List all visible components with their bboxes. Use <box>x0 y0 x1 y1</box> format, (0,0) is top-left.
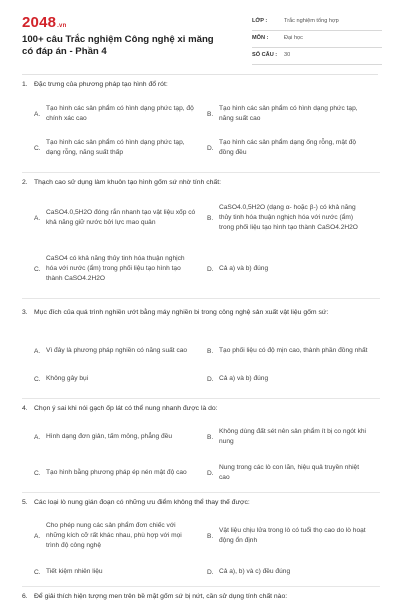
answer-option[interactable] <box>207 372 380 386</box>
meta-value: 30 <box>284 52 291 58</box>
answer-text: Không dùng đất sét nên sản phẩm ít bị co ngót khi nung <box>219 427 366 445</box>
question-separator <box>22 586 380 587</box>
answer-text: Không gây bụi <box>46 374 89 382</box>
answer-option[interactable] <box>207 192 380 244</box>
question-number: 3. <box>22 309 28 316</box>
answer-letter: C. <box>34 265 41 273</box>
answer-letter: B. <box>207 433 214 441</box>
question-1 <box>22 80 374 90</box>
document-header <box>0 0 400 74</box>
answer-text: Tạo hình các sản phẩm có hình dạng phức tạp, độ chính xác cao <box>46 104 194 122</box>
question-4 <box>22 404 374 414</box>
question-separator <box>22 298 380 299</box>
answer-option[interactable] <box>34 336 207 366</box>
answer-text: CaSO4 có khả năng thủy tinh hóa thuận nghịch hóa với nước (ẩm) trong phối liệu tạo hình tạo thành CaSO4.2H2O <box>46 254 185 283</box>
question-number: 6. <box>22 593 28 600</box>
answer-option[interactable] <box>34 458 207 488</box>
answer-text: CaSO4.0,5H2O đóng rắn nhanh tạo vật liệu xốp có khả năng giữ nước bởi lực mao quản <box>46 208 196 226</box>
document-meta <box>252 14 382 65</box>
meta-row-count <box>252 48 382 65</box>
answer-text: Cả a) và b) đúng <box>219 264 269 272</box>
meta-label: MÔN : <box>252 35 269 41</box>
answer-text: Cả a) và b) đúng <box>219 374 269 382</box>
answer-text: Tạo hình bằng phương pháp ép nén mật độ cao <box>46 468 187 476</box>
answer-letter: D. <box>207 144 214 152</box>
question-number: 5. <box>22 499 28 506</box>
answer-letter: D. <box>207 568 214 576</box>
header-divider <box>22 74 378 75</box>
answer-option[interactable] <box>34 248 207 290</box>
answer-option[interactable] <box>34 422 207 452</box>
answer-option[interactable] <box>207 132 380 164</box>
site-logo[interactable] <box>22 14 66 31</box>
question-number: 2. <box>22 179 28 186</box>
question-text <box>22 80 374 90</box>
answer-text: Hình dạng đơn giản, tấm mỏng, phẳng đều <box>46 432 173 440</box>
answer-grid <box>34 192 380 290</box>
question-separator <box>22 172 380 173</box>
question-5 <box>22 498 374 508</box>
answer-text: CaSO4.0,5H2O (dạng α- hoặc β-) có khả năng thủy tinh hóa thuận nghịch hóa với nước (ẩm) trong phối liệu tạo hình tạo thành CaSO4.2H2O <box>219 203 358 232</box>
answer-letter: D. <box>207 375 214 383</box>
question-2 <box>22 178 374 188</box>
answer-grid <box>34 422 380 488</box>
answer-option[interactable] <box>207 422 380 452</box>
meta-value: Trắc nghiệm tổng hợp <box>284 18 339 24</box>
answer-text: Cho phép nung các sản phẩm đơn chiếc với những kích cỡ rất khác nhau, phù hợp với mọi trình độ công nghệ <box>46 521 182 550</box>
meta-label: LỚP : <box>252 18 268 24</box>
question-text <box>22 178 374 188</box>
question-text <box>22 404 374 414</box>
meta-value: Đại học <box>284 35 303 41</box>
question-number: 4. <box>22 405 28 412</box>
question-stem: Các loại lò nung gián đoạn có những ưu điểm không thể thay thế được: <box>34 499 250 506</box>
answer-text: Tạo hình các sản phẩm có hình dạng phức tạp, năng suất cao <box>219 104 358 122</box>
question-3 <box>22 308 374 318</box>
question-separator <box>22 398 380 399</box>
answer-letter: B. <box>207 532 214 540</box>
answer-option[interactable] <box>207 458 380 488</box>
answer-text: Tiết kiệm nhiên liệu <box>46 567 103 575</box>
answer-option[interactable] <box>34 516 207 556</box>
answer-option[interactable] <box>34 372 207 386</box>
answer-letter: C. <box>34 568 41 576</box>
question-text <box>22 592 374 602</box>
meta-label: SỐ CÂU : <box>252 52 278 58</box>
answer-letter: C. <box>34 375 41 383</box>
answer-text: Vì đây là phương pháp nghiền có năng suất cao <box>46 346 188 354</box>
question-6 <box>22 592 374 602</box>
question-text <box>22 498 374 508</box>
answer-option[interactable] <box>207 336 380 366</box>
answer-grid <box>34 516 380 580</box>
answer-text: Cả a), b) và c) đều đúng <box>219 567 291 575</box>
meta-row-subject <box>252 31 382 48</box>
answer-option[interactable] <box>34 100 207 128</box>
answer-grid <box>34 336 380 386</box>
answer-text: Nung trong các lò con lăn, hiệu quả truyền nhiệt cao <box>219 463 360 481</box>
answer-letter: B. <box>207 347 214 355</box>
answer-letter: A. <box>34 433 41 441</box>
answer-text: Tạo phối liệu có độ mịn cao, thành phần đồng nhất <box>219 346 368 354</box>
answer-letter: D. <box>207 265 214 273</box>
answer-option[interactable] <box>207 516 380 556</box>
logo-text: 2048 <box>22 14 57 31</box>
answer-letter: C. <box>34 144 41 152</box>
answer-letter: C. <box>34 469 41 477</box>
meta-row-class <box>252 14 382 31</box>
logo-suffix: .vn <box>57 23 67 29</box>
answer-letter: A. <box>34 347 41 355</box>
question-stem: Thạch cao sử dụng làm khuôn tạo hình gốm sứ nhờ tính chất: <box>34 179 221 186</box>
answer-option[interactable] <box>34 564 207 580</box>
question-stem: Đặc trưng của phương pháp tạo hình đổ rót: <box>34 81 168 88</box>
answer-letter: A. <box>34 532 41 540</box>
answer-letter: B. <box>207 110 214 118</box>
answer-letter: B. <box>207 214 214 222</box>
document-title: 100+ câu Trắc nghiệm Công nghệ xi măng có đáp án - Phần 4 <box>22 34 214 57</box>
answer-text: Tạo hình các sản phẩm dạng ống rỗng, mật độ đồng đều <box>219 138 357 156</box>
answer-text: Vật liệu chịu lửa trong lò có tuổi thọ cao do lò hoạt động ổn định <box>219 526 366 544</box>
answer-text: Tạo hình các sản phẩm có hình dạng phức tạp, dạng rỗng, năng suất thấp <box>46 138 185 156</box>
answer-option[interactable] <box>34 132 207 164</box>
question-number: 1. <box>22 81 28 88</box>
answer-option[interactable] <box>207 564 380 580</box>
question-text <box>22 308 374 318</box>
answer-grid <box>34 100 380 164</box>
question-stem: Mục đích của quá trình nghiền ướt bằng máy nghiền bi trong công nghệ sản xuất vật liệu gốm sứ: <box>34 309 329 316</box>
question-stem: Để giải thích hiện tượng men trên bề mặt gốm sứ bị nứt, cần sử dụng tính chất nào: <box>34 593 288 600</box>
answer-option[interactable] <box>34 192 207 244</box>
question-stem: Chọn ý sai khi nói gạch ốp lát có thể nung nhanh được là do: <box>34 405 218 412</box>
answer-option[interactable] <box>207 100 380 128</box>
answer-option[interactable] <box>207 248 380 290</box>
answer-letter: A. <box>34 214 41 222</box>
answer-letter: D. <box>207 469 214 477</box>
answer-letter: A. <box>34 110 41 118</box>
question-separator <box>22 492 380 493</box>
